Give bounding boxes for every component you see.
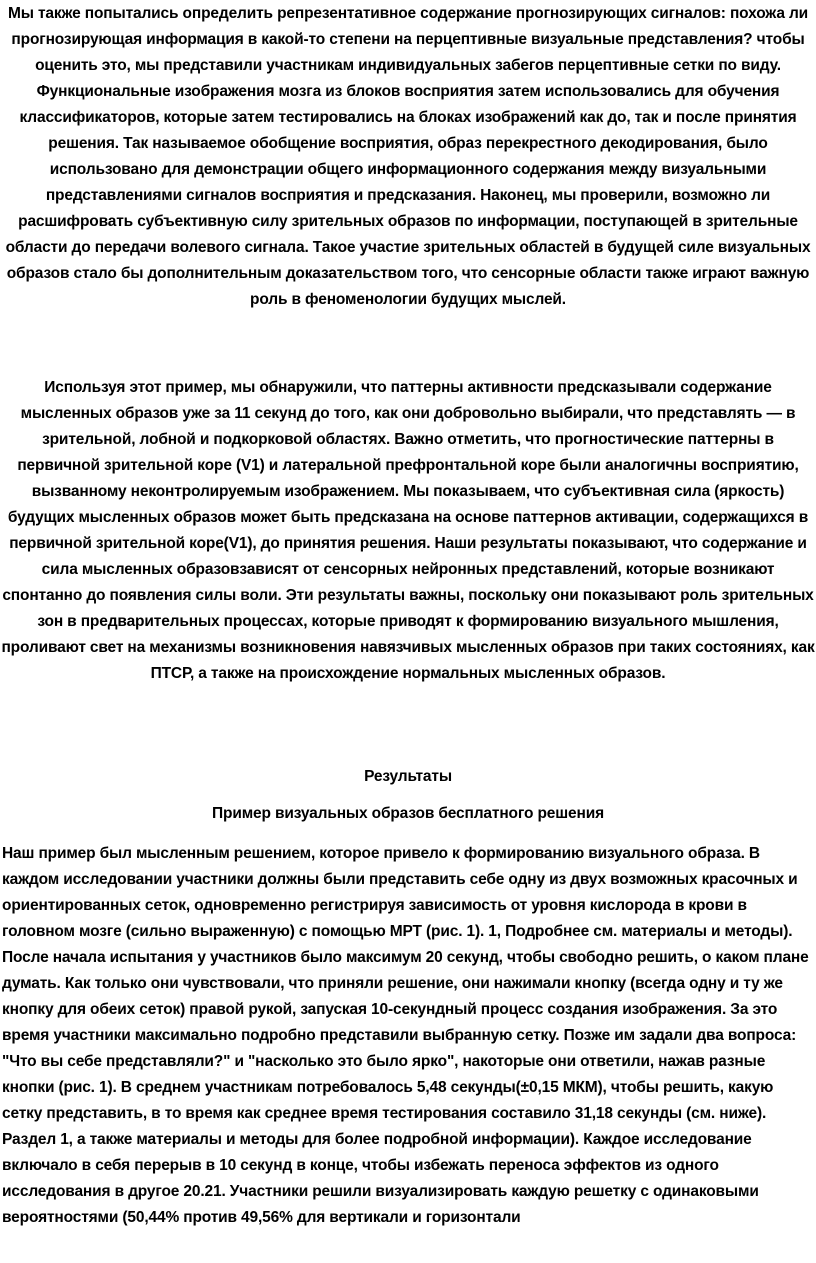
- section-heading-results: Результаты: [364, 768, 452, 785]
- paragraph-method: Наш пример был мысленным решением, которое привело к формированию визуального образа. В каждом исследовании участники должны были представить себе одну из двух возможных красочных и ориентированных сеток, одновременно регистрируя зависимость от уровня кислорода в крови в головном мозге (сильно выраженную) с помощью МРТ (рис. 1). 1, Подробнее см. материалы и методы). После начала испытания у участников было максимум 20 секунд, чтобы свободно решить, о каком плане думать. Как только они чувствовали, что приняли решение, они нажимали кнопку (всегда одну и ту же кнопку для обеих сеток) правой рукой, запуская 10-секундный процесс создания изображения. За это время участники максимально подробно представили выбранную сетку. Позже им задали два вопроса: "Что вы себе представляли?" и "насколько это было ярко", накоторые они ответили, нажав разные кнопки (рис. 1). В среднем участникам потребовалось 5,48 секунды(±0,15 МКМ), чтобы решить, какую сетку представить, в то время как среднее время тестирования составило 31,18 секунды (см. ниже). Раздел 1, а также материалы и методы для более подробной информации). Каждое исследование включало в себя перерыв в 10 секунд в конце, чтобы избежать переноса эффектов из одного исследования в другое 20.21. Участники решили визуализировать каждую решетку с одинаковыми вероятностями (50,44% против 49,56% для вертикали и горизонтали: [2, 845, 809, 1226]
- paragraph-intro: Мы также попытались определить репрезентативное содержание прогнозирующих сигналов: похожа ли прогнозирующая информация в какой-то степени на перцептивные визуальные представления? чтобы оценить это, мы представили участникам индивидуальных забегов перцептивные сетки по виду. Функциональные изображения мозга из блоков восприятия затем использовались для обучения классификаторов, которые затем тестировались на блоках изображений как до, так и после принятия решения. Так называемое обобщение восприятия, образ перекрестного декодирования, было использовано для демонстрации общего информационного содержания между визуальными представлениями сигналов восприятия и предсказания. Наконец, мы проверили, возможно ли расшифровать субъективную силу зрительных образов по информации, поступающей в зрительные области до передачи волевого сигнала. Такое участие зрительных областей в будущей силе визуальных образов стало бы дополнительным доказательством того, что сенсорные области также играют важную роль в феноменологии будущих мыслей.: [5, 5, 811, 308]
- subsection-heading-example: Пример визуальных образов бесплатного решения: [212, 805, 604, 822]
- paragraph-findings: Используя этот пример, мы обнаружили, что паттерны активности предсказывали содержание мысленных образов уже за 11 секунд до того, как они добровольно выбирали, что представлять — в зрительной, лобной и подкорковой областях. Важно отметить, что прогностические паттерны в первичной зрительной коре (V1) и латеральной префронтальной коре были аналогичны восприятию, вызванному неконтролируемым изображением. Мы показываем, что субъективная сила (яркость) будущих мысленных образов может быть предсказана на основе паттернов активации, содержащихся в первичной зрительной коре(V1), до принятия решения. Наши результаты показывают, что содержание и сила мысленных образовзависят от сенсорных нейронных представлений, которые возникают спонтанно до появления силы воли. Эти результаты важны, поскольку они показывают роль зрительных зон в предварительных процессах, которые приводят к формированию визуального мышления, проливают свет на механизмы возникновения навязчивых мысленных образов при таких состояниях, как ПТСР, а также на происхождение нормальных мысленных образов.: [1, 379, 815, 682]
